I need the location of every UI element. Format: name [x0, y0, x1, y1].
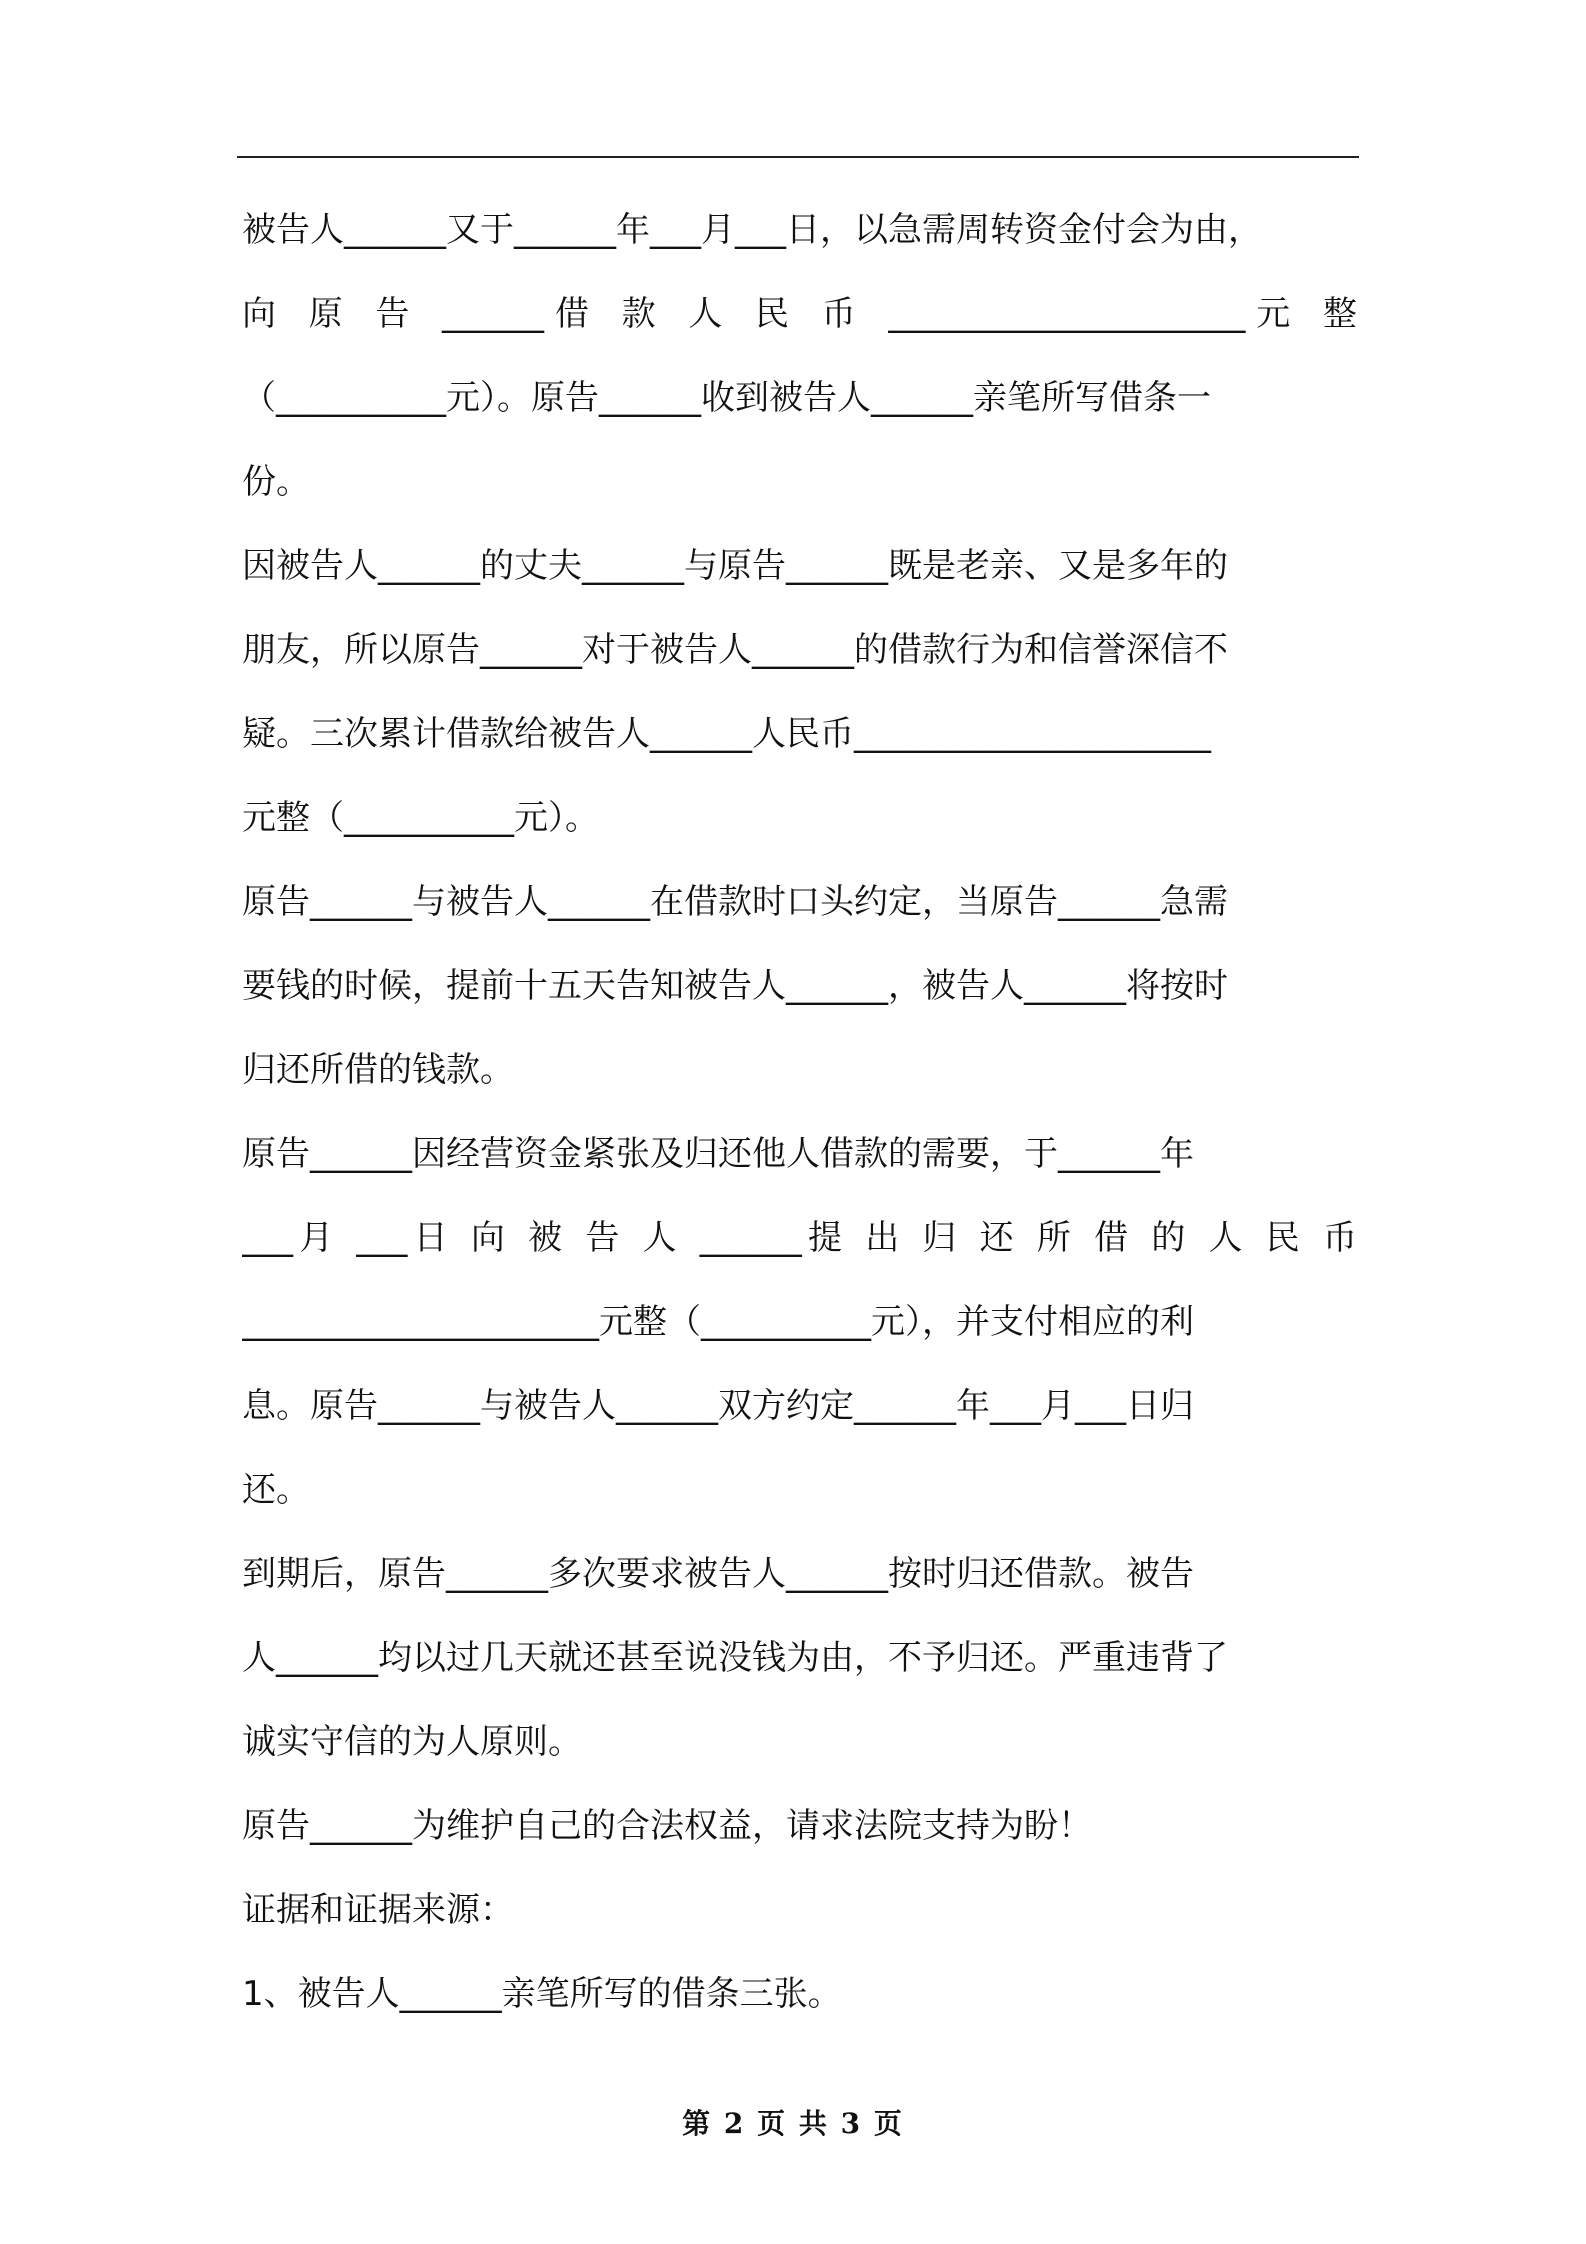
text-line: _____________________元整（__________元），并支付相应的利 [242, 1302, 1194, 1342]
text-line: 归还所借的钱款。 [242, 1050, 514, 1090]
text-line: 人______均以过几天就还甚至说没钱为由，不予归还。严重违背了 [242, 1638, 1228, 1678]
text-line: 元整（__________元）。 [242, 798, 599, 838]
header-rule [237, 156, 1359, 158]
document-body [242, 188, 1357, 2036]
text-line: 原告______为维护自己的合法权益，请求法院支持为盼！ [242, 1806, 1092, 1846]
text-line: 诚实守信的为人原则。 [242, 1722, 582, 1762]
text-line: 还。 [242, 1470, 310, 1510]
text-line: 向 原 告 ______借 款 人 民 币 _____________________元 整 [242, 294, 1357, 334]
page-number-footer: 第 2 页 共 3 页 [682, 2107, 904, 2140]
text-line: 原告______因经营资金紧张及归还他人借款的需要，于______年 [242, 1134, 1194, 1174]
text-line: 因被告人______的丈夫______与原告______既是老亲、又是多年的 [242, 546, 1228, 586]
text-line: 份。 [242, 462, 310, 502]
text-line: 疑。三次累计借款给被告人______人民币_____________________ [242, 714, 1211, 754]
text-line: 被告人______又于______年___月___日，以急需周转资金付会为由， [242, 210, 1262, 250]
text-line: （__________元）。原告______收到被告人______亲笔所写借条一 [242, 378, 1211, 418]
text-line: 1、被告人______亲笔所写的借条三张。 [242, 1974, 842, 2014]
text-line: 到期后，原告______多次要求被告人______按时归还借款。被告 [242, 1554, 1194, 1594]
text-line: 朋友，所以原告______对于被告人______的借款行为和信誉深信不 [242, 630, 1228, 670]
text-line: 原告______与被告人______在借款时口头约定，当原告______急需 [242, 882, 1228, 922]
text-line: 息。原告______与被告人______双方约定______年___月___日归 [242, 1386, 1194, 1426]
text-line: 证据和证据来源： [242, 1890, 514, 1930]
text-line: 要钱的时候，提前十五天告知被告人______，被告人______将按时 [242, 966, 1228, 1006]
text-line: ___月 ___日 向 被 告 人 ______提 出 归 还 所 借 的 人 民 币 [242, 1218, 1357, 1258]
